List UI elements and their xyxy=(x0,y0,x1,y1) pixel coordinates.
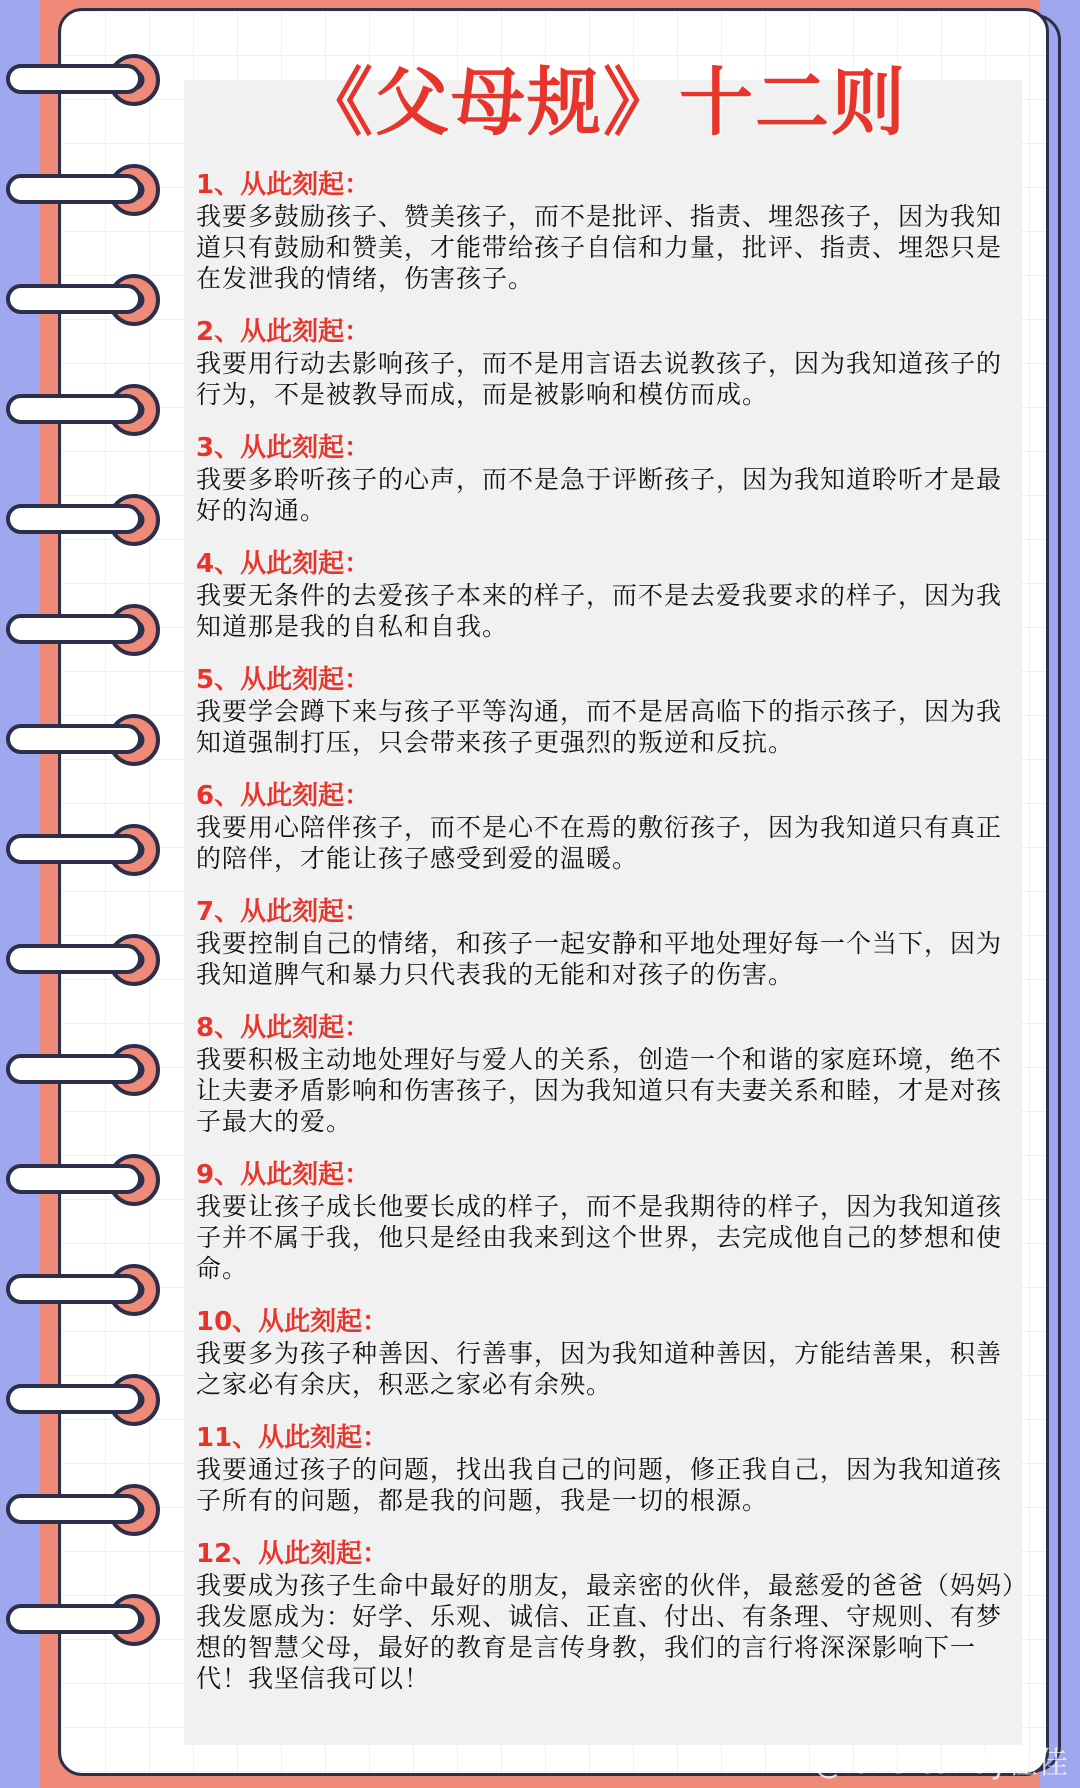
rule-item xyxy=(196,1013,1022,1137)
rule-heading: 8、从此刻起： xyxy=(196,1013,371,1043)
rule-heading: 5、从此刻起： xyxy=(196,665,371,695)
rule-text: 我要让孩子成长他要长成的样子，而不是我期待的样子，因为我知道孩子并不属于我，他只是经由我来到这个世界，去完成他自己的梦想和使命。 xyxy=(196,1192,1003,1283)
rule-text: 我要用心陪伴孩子，而不是心不在焉的敷衍孩子，因为我知道只有真正的陪伴，才能让孩子感受到爱的温暖。 xyxy=(196,813,1003,873)
page-title: 《父母规》十二则 xyxy=(299,60,907,146)
rule-item xyxy=(196,1423,1022,1516)
rule-text: 我要学会蹲下来与孩子平等沟通，而不是居高临下的指示孩子，因为我知道强制打压，只会带来孩子更强烈的叛逆和反抗。 xyxy=(196,697,1003,757)
rule-item xyxy=(196,1539,1022,1694)
rule-text: 我要多聆听孩子的心声，而不是急于评断孩子，因为我知道聆听才是最好的沟通。 xyxy=(196,465,1003,525)
binder-ring xyxy=(2,932,166,988)
binder-ring xyxy=(2,1152,166,1208)
rule-heading: 2、从此刻起： xyxy=(196,317,371,347)
rule-item xyxy=(196,549,1022,642)
binder-ring xyxy=(2,272,166,328)
binder-ring xyxy=(2,1372,166,1428)
rules-list xyxy=(196,170,1022,1694)
rule-text: 我要通过孩子的问题，找出我自己的问题，修正我自己，因为我知道孩子所有的问题，都是我的问题，我是一切的根源。 xyxy=(196,1455,1003,1515)
rule-heading: 7、从此刻起： xyxy=(196,897,371,927)
binder-ring xyxy=(2,52,166,108)
binder-ring xyxy=(2,1262,166,1318)
rule-text: 我要用行动去影响孩子，而不是用言语去说教孩子，因为我知道孩子的行为，不是被教导而成，而是被影响和模仿而成。 xyxy=(196,349,1003,409)
rule-heading: 9、从此刻起： xyxy=(196,1160,371,1190)
rule-text: 我要多鼓励孩子、赞美孩子，而不是批评、指责、埋怨孩子，因为我知道只有鼓励和赞美，才能带给孩子自信和力量，批评、指责、埋怨只是在发泄我的情绪，伤害孩子。 xyxy=(196,202,1003,293)
rule-heading: 12、从此刻起： xyxy=(196,1539,389,1569)
rule-item xyxy=(196,781,1022,874)
binder-ring xyxy=(2,492,166,548)
rule-item xyxy=(196,317,1022,410)
binder-ring xyxy=(2,1042,166,1098)
binder-ring xyxy=(2,602,166,658)
rule-heading: 3、从此刻起： xyxy=(196,433,371,463)
rule-item xyxy=(196,665,1022,758)
binder-ring xyxy=(2,162,166,218)
rule-item xyxy=(196,1307,1022,1400)
binder-ring xyxy=(2,822,166,878)
rule-item xyxy=(196,1160,1022,1284)
rule-text: 我要积极主动地处理好与爱人的关系，创造一个和谐的家庭环境，绝不让夫妻矛盾影响和伤害孩子，因为我知道只有夫妻关系和睦，才是对孩子最大的爱。 xyxy=(196,1045,1003,1136)
rule-text: 我要多为孩子种善因、行善事，因为我知道种善因，方能结善果，积善之家必有余庆，积恶之家必有余殃。 xyxy=(196,1339,1003,1399)
rule-heading: 6、从此刻起： xyxy=(196,781,371,811)
rule-heading: 4、从此刻起： xyxy=(196,549,371,579)
binder-ring xyxy=(2,712,166,768)
watermark: @love-candy佳佳 xyxy=(813,1746,1068,1781)
binder-ring xyxy=(2,1592,166,1648)
rule-item xyxy=(196,433,1022,526)
binder-ring xyxy=(2,382,166,438)
rule-heading: 1、从此刻起： xyxy=(196,170,371,200)
rule-item xyxy=(196,170,1022,294)
rule-heading: 10、从此刻起： xyxy=(196,1307,389,1337)
rule-text: 我要无条件的去爱孩子本来的样子，而不是去爱我要求的样子，因为我知道那是我的自私和自我。 xyxy=(196,581,1003,641)
rule-text: 我要成为孩子生命中最好的朋友，最亲密的伙伴，最慈爱的爸爸（妈妈）我发愿成为：好学、乐观、诚信、正直、付出、有条理、守规则、有梦想的智慧父母，最好的教育是言传身教，我们的言行将深深影响下一代！我坚信我可以！ xyxy=(196,1571,1016,1693)
rule-text: 我要控制自己的情绪，和孩子一起安静和平地处理好每一个当下，因为我知道脾气和暴力只代表我的无能和对孩子的伤害。 xyxy=(196,929,1003,989)
binder-ring xyxy=(2,1482,166,1538)
rule-item xyxy=(196,897,1022,990)
rule-heading: 11、从此刻起： xyxy=(196,1423,389,1453)
